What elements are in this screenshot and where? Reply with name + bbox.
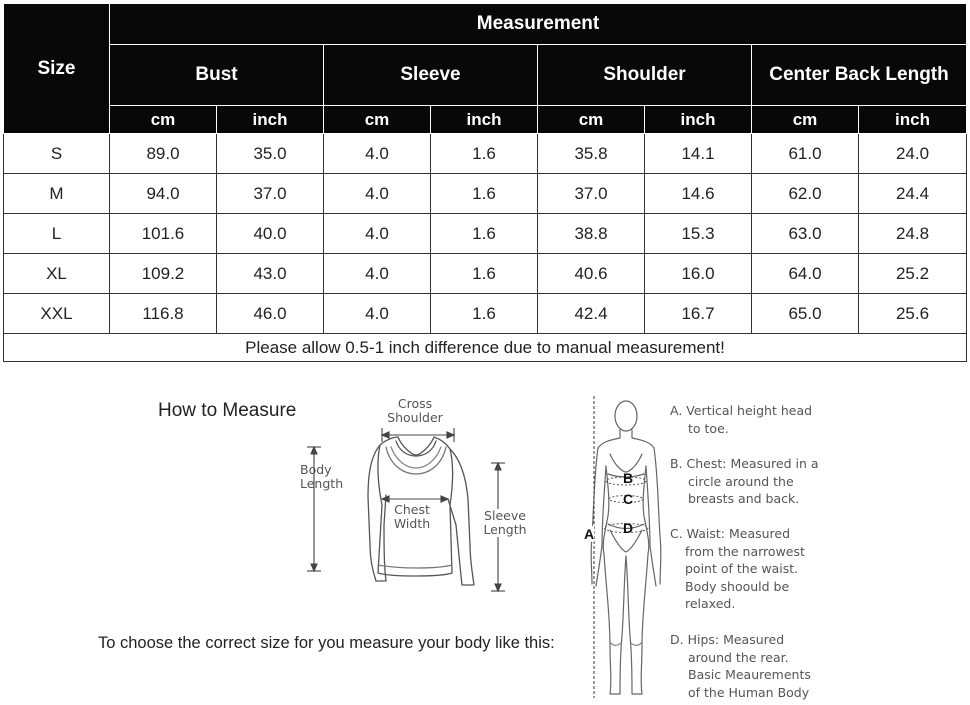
body-left-leg bbox=[604, 554, 626, 694]
note-line: breasts and back. bbox=[688, 491, 800, 506]
table-cell: 4.0 bbox=[324, 294, 431, 334]
table-cell: 35.8 bbox=[538, 134, 645, 174]
shirt-diagram bbox=[290, 395, 530, 595]
table-cell: 16.0 bbox=[645, 254, 752, 294]
unit-header: inch bbox=[217, 106, 324, 134]
table-cell: 14.1 bbox=[645, 134, 752, 174]
table-cell: 109.2 bbox=[110, 254, 217, 294]
table-row bbox=[4, 174, 967, 214]
group-header-shoulder: Shoulder bbox=[538, 45, 752, 106]
table-cell: 116.8 bbox=[110, 294, 217, 334]
table-cell: 4.0 bbox=[324, 174, 431, 214]
note-line: D. Hips: Measured bbox=[670, 632, 785, 647]
unit-header: cm bbox=[324, 106, 431, 134]
table-cell: 1.6 bbox=[431, 214, 538, 254]
table-cell: 4.0 bbox=[324, 134, 431, 174]
note-line: B. Chest: Measured in a bbox=[670, 456, 819, 471]
table-cell: 25.2 bbox=[859, 254, 967, 294]
table-cell: 4.0 bbox=[324, 214, 431, 254]
note-height bbox=[670, 402, 812, 437]
size-header: Size bbox=[4, 4, 110, 134]
note-line: C. Waist: Measured bbox=[670, 526, 791, 541]
table-cell: 42.4 bbox=[538, 294, 645, 334]
sleeve-length-label-line: Sleeve bbox=[484, 508, 526, 523]
table-cell: 40.0 bbox=[217, 214, 324, 254]
note-line: Body shoould be bbox=[685, 578, 790, 594]
table-cell: 64.0 bbox=[752, 254, 859, 294]
cross-shoulder-label-line: Shoulder bbox=[387, 410, 443, 425]
group-header-center-back-length: Center Back Length bbox=[752, 45, 967, 106]
measurement-header: Measurement bbox=[110, 4, 967, 45]
note-line: relaxed. bbox=[685, 596, 736, 611]
body-head bbox=[615, 401, 637, 431]
table-cell: 89.0 bbox=[110, 134, 217, 174]
body-label-d: D bbox=[623, 520, 634, 536]
unit-header: cm bbox=[752, 106, 859, 134]
unit-header: cm bbox=[538, 106, 645, 134]
table-cell: 46.0 bbox=[217, 294, 324, 334]
size-cell: XL bbox=[4, 254, 110, 294]
measurement-note: Please allow 0.5-1 inch difference due to manual measurement! bbox=[4, 334, 967, 362]
table-cell: 25.6 bbox=[859, 294, 967, 334]
note-line: point of the waist. bbox=[685, 561, 799, 576]
body-label-a: A bbox=[584, 526, 595, 542]
sleeve-length-label bbox=[480, 509, 530, 537]
body-right-leg bbox=[626, 554, 648, 694]
table-cell: 101.6 bbox=[110, 214, 217, 254]
table-row bbox=[4, 134, 967, 174]
unit-header: inch bbox=[431, 106, 538, 134]
size-cell: M bbox=[4, 174, 110, 214]
chest-width-label bbox=[386, 503, 438, 531]
group-header-bust: Bust bbox=[110, 45, 324, 106]
body-length-label bbox=[300, 463, 346, 491]
size-cell: L bbox=[4, 214, 110, 254]
table-cell: 61.0 bbox=[752, 134, 859, 174]
table-cell: 15.3 bbox=[645, 214, 752, 254]
note-line: from the narrowest bbox=[685, 543, 805, 559]
table-cell: 1.6 bbox=[431, 254, 538, 294]
note-line: around the rear. bbox=[688, 649, 789, 665]
cross-shoulder-label bbox=[383, 397, 447, 425]
table-cell: 1.6 bbox=[431, 294, 538, 334]
cross-shoulder-label-line: Cross bbox=[397, 396, 433, 411]
chest-width-label-line: Chest bbox=[394, 502, 430, 517]
size-cell: XXL bbox=[4, 294, 110, 334]
table-cell: 4.0 bbox=[324, 254, 431, 294]
table-cell: 38.8 bbox=[538, 214, 645, 254]
table-cell: 40.6 bbox=[538, 254, 645, 294]
table-row bbox=[4, 254, 967, 294]
size-cell: S bbox=[4, 134, 110, 174]
body-length-label-line: Length bbox=[300, 476, 344, 491]
table-cell: 24.4 bbox=[859, 174, 967, 214]
table-cell: 65.0 bbox=[752, 294, 859, 334]
table-cell: 16.7 bbox=[645, 294, 752, 334]
note-line: circle around the bbox=[688, 473, 794, 489]
body-right-arm bbox=[654, 448, 661, 584]
table-cell: 24.0 bbox=[859, 134, 967, 174]
table-row bbox=[4, 294, 967, 334]
sleeve-length-label-line: Length bbox=[483, 522, 527, 537]
table-cell: 63.0 bbox=[752, 214, 859, 254]
group-header-sleeve: Sleeve bbox=[324, 45, 538, 106]
table-row bbox=[4, 214, 967, 254]
table-cell: 14.6 bbox=[645, 174, 752, 214]
table-cell: 94.0 bbox=[110, 174, 217, 214]
body-left-arm bbox=[591, 448, 598, 584]
unit-header: inch bbox=[645, 106, 752, 134]
note-waist bbox=[670, 525, 805, 613]
note-line: A. Vertical height head bbox=[670, 403, 813, 418]
size-chart-table bbox=[3, 3, 967, 362]
note-line: of the Human Body bbox=[688, 684, 810, 700]
note-hips bbox=[670, 631, 811, 701]
body-length-label-line: Body bbox=[300, 462, 332, 477]
table-cell: 37.0 bbox=[217, 174, 324, 214]
table-cell: 37.0 bbox=[538, 174, 645, 214]
choose-size-instruction: To choose the correct size for you measure your body like this: bbox=[98, 634, 555, 652]
chest-width-label-line: Width bbox=[393, 516, 431, 531]
note-chest bbox=[670, 455, 819, 508]
note-line: Basic Meaurements bbox=[688, 667, 811, 682]
table-cell: 35.0 bbox=[217, 134, 324, 174]
cross-shoulder-dimension bbox=[382, 428, 454, 442]
table-cell: 43.0 bbox=[217, 254, 324, 294]
table-cell: 1.6 bbox=[431, 134, 538, 174]
note-line: to toe. bbox=[688, 420, 729, 436]
table-cell: 1.6 bbox=[431, 174, 538, 214]
body-figure-diagram bbox=[580, 396, 670, 700]
table-cell: 62.0 bbox=[752, 174, 859, 214]
body-label-c: C bbox=[623, 491, 634, 507]
body-label-b: B bbox=[623, 470, 634, 486]
unit-header: inch bbox=[859, 106, 967, 134]
how-to-measure-title: How to Measure bbox=[158, 400, 297, 421]
shirt-left-sleeve bbox=[368, 445, 386, 581]
table-cell: 24.8 bbox=[859, 214, 967, 254]
unit-header: cm bbox=[110, 106, 217, 134]
